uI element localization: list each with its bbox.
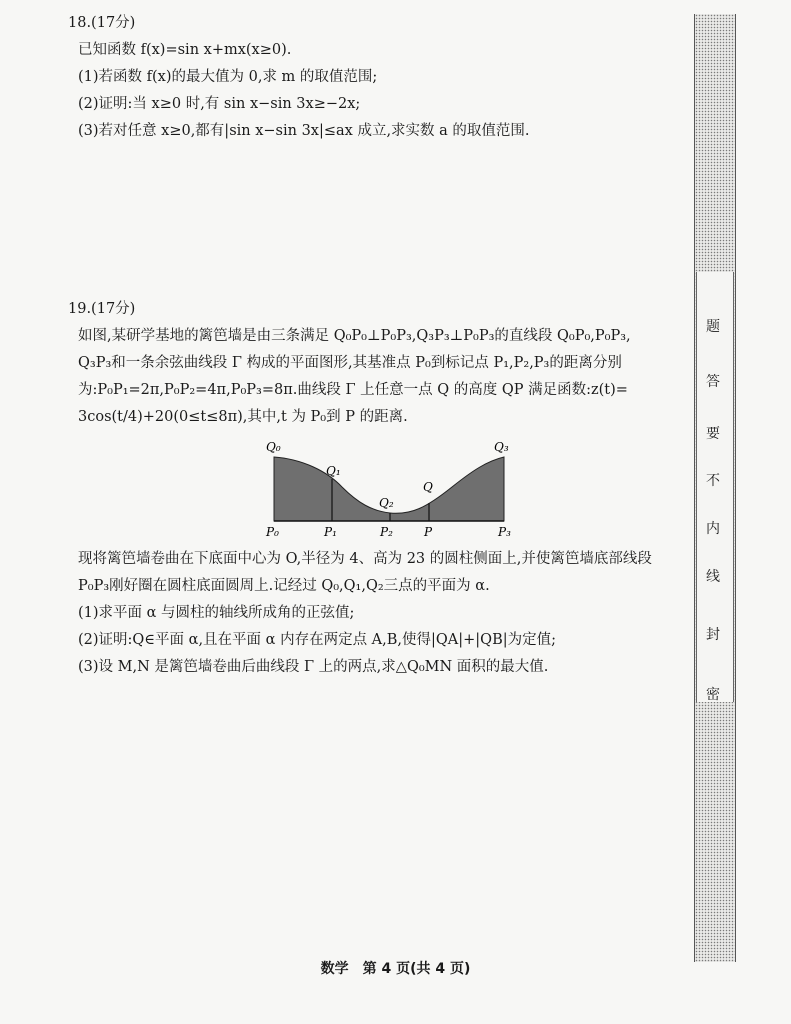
- label-Q1: Q₁: [326, 464, 341, 478]
- question-19-header: 19.(17分): [68, 301, 136, 317]
- label-Q0: Q₀: [266, 440, 281, 454]
- label-Q3: Q₃: [494, 440, 509, 454]
- fence-shaded-region: [274, 457, 504, 521]
- margin-warning-char: 封: [706, 627, 720, 643]
- question-19-text-line: 如图,某研学基地的篱笆墙是由三条满足 Q₀P₀⊥P₀P₃,Q₃P₃⊥P₀P₃的直线段 Q₀P₀,P₀P₃,: [78, 328, 631, 344]
- fence-figure: [262, 437, 520, 541]
- margin-warning-char: 密: [706, 687, 720, 703]
- question-19-part-3: (3)设 M,N 是篱笆墙卷曲后曲线段 Γ 上的两点,求△Q₀MN 面积的最大值.: [78, 659, 549, 675]
- question-19-text-line: 现将篱笆墙卷曲在下底面中心为 O,半径为 4、高为 23 的圆柱侧面上,并使篱笆墙底部线段: [78, 551, 652, 567]
- margin-warning-char: 不: [706, 473, 720, 489]
- question-19-part-2: (2)证明:Q∈平面 α,且在平面 α 内存在两定点 A,B,使得|QA|+|QB|为定值;: [78, 632, 556, 648]
- question-18: [68, 10, 678, 145]
- question-19-text-line: 为:P₀P₁=2π,P₀P₂=4π,P₀P₃=8π.曲线段 Γ 上任意一点 Q 的高度 QP 满足函数:z(t)=: [78, 382, 628, 398]
- label-P2: P₂: [380, 525, 393, 539]
- question-18-part-3: (3)若对任意 x≥0,都有|sin x−sin 3x|≤ax 成立,求实数 a 的取值范围.: [78, 123, 530, 139]
- margin-warning-char: 题: [706, 319, 720, 335]
- label-P: P: [424, 525, 433, 539]
- label-P3: P₃: [498, 525, 511, 539]
- question-19: [68, 296, 678, 431]
- question-18-part-1: (1)若函数 f(x)的最大值为 0,求 m 的取值范围;: [78, 69, 378, 85]
- question-19-continued: [78, 546, 688, 681]
- margin-warning-char: 线: [706, 569, 720, 585]
- page-footer: 数学 第 4 页(共 4 页): [320, 961, 471, 977]
- label-Q: Q: [423, 480, 433, 494]
- question-18-stem: 已知函数 f(x)=sin x+mx(x≥0).: [78, 42, 292, 58]
- question-19-text-line: 3cos(t/4)+20(0≤t≤8π),其中,t 为 P₀到 P 的距离.: [78, 409, 408, 425]
- label-Q2: Q₂: [379, 496, 394, 510]
- question-19-text-line: P₀P₃刚好圈在圆柱底面圆周上.记经过 Q₀,Q₁,Q₂三点的平面为 α.: [78, 578, 490, 594]
- margin-warning-char: 要: [706, 426, 720, 442]
- label-P1: P₁: [324, 525, 337, 539]
- margin-warning-char: 内: [706, 521, 720, 537]
- question-19-part-1: (1)求平面 α 与圆柱的轴线所成角的正弦值;: [78, 605, 355, 621]
- margin-warning-char: 答: [706, 374, 720, 390]
- question-18-part-2: (2)证明:当 x≥0 时,有 sin x−sin 3x≥−2x;: [78, 96, 361, 112]
- question-19-text-line: Q₃P₃和一条余弦曲线段 Γ 构成的平面图形,其基准点 P₀到标记点 P₁,P₂,P₃的距离分别: [78, 355, 622, 371]
- question-18-header: 18.(17分): [68, 15, 136, 31]
- label-P0: P₀: [266, 525, 279, 539]
